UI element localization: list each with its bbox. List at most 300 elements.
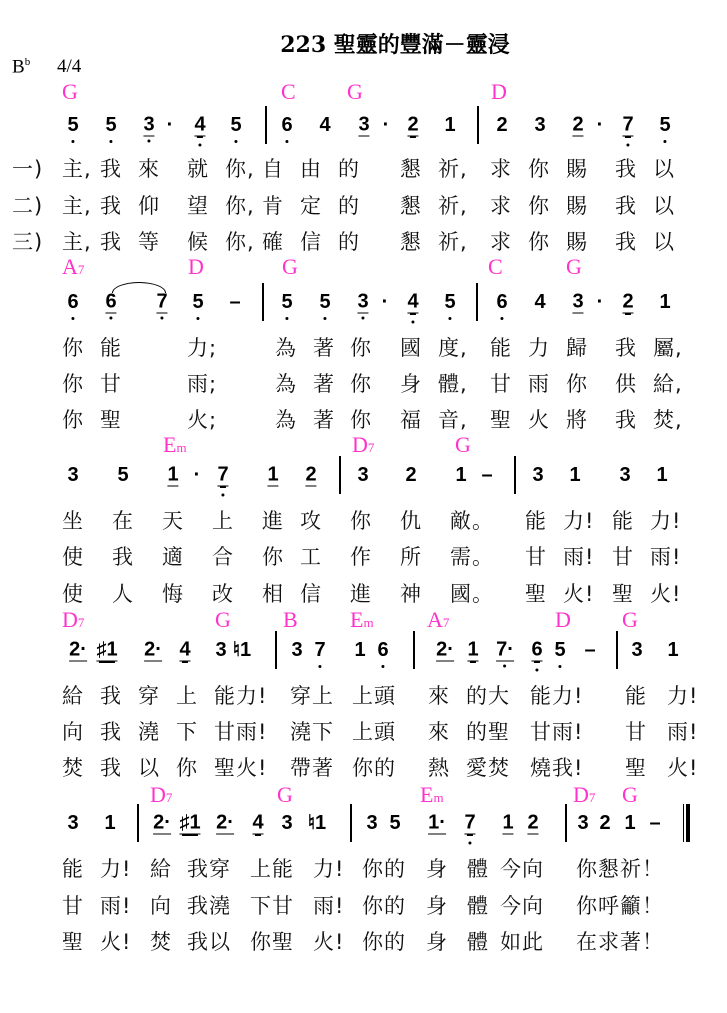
note: 2 [405, 464, 417, 486]
note: 3 [291, 639, 303, 661]
lyric-syllable: 仇 [400, 509, 422, 533]
note: 5 [281, 291, 293, 313]
note: 5 [319, 291, 331, 313]
lyric-syllable: 使 [62, 582, 84, 606]
dash-extension: – [649, 812, 661, 834]
chord-quality: 7 [588, 790, 596, 805]
chord-root: C [488, 254, 503, 279]
lyric-syllable: 體 [467, 930, 489, 954]
chord-root: D [555, 607, 571, 632]
barline [413, 631, 415, 669]
lyric-syllable: 賜 [566, 230, 588, 254]
chord-symbol [347, 79, 363, 105]
lyric-syllable: 適 [162, 545, 184, 569]
note: 2 [407, 113, 419, 136]
key-signature [12, 56, 30, 78]
lyric-syllable: 歸 [566, 336, 588, 360]
verse-label: 一) [12, 157, 44, 181]
chord-quality: m [433, 790, 444, 805]
lyric-syllable: 音, [438, 408, 468, 432]
dot-rhythm: · [381, 291, 389, 313]
chord-root: E [163, 432, 177, 457]
lyric-syllable: 能 [612, 509, 634, 533]
dot-rhythm: · [596, 114, 604, 136]
note: 2· [69, 638, 87, 661]
lyric-syllable: 懇 [400, 194, 422, 218]
key-note: B [12, 56, 25, 78]
lyric-syllable: 火! [313, 930, 345, 954]
note: 6 [531, 638, 543, 661]
lyric-syllable: 定 [300, 194, 322, 218]
chord-symbol [283, 607, 298, 633]
chord-quality: m [363, 615, 374, 630]
note: 1 [659, 291, 671, 313]
lyric-syllable: 你 [176, 756, 198, 780]
lyric-syllable: 火! [650, 582, 682, 606]
chord-root: D [352, 432, 368, 457]
barline [275, 631, 277, 669]
note: 1 [656, 464, 668, 486]
lyric-syllable: 上能 [250, 857, 294, 881]
lyric-syllable: 懇 [400, 157, 422, 181]
note: 5 [659, 114, 671, 136]
note: 3 [67, 812, 79, 834]
lyric-syllable: 信 [300, 582, 322, 606]
dot-rhythm: · [193, 464, 201, 486]
note: 6 [105, 290, 117, 313]
note: 4 [179, 638, 191, 661]
time-signature: 4/4 [57, 56, 82, 77]
note: 7 [314, 639, 326, 661]
chord-symbol [566, 254, 582, 280]
lyric-syllable: 能 [490, 336, 512, 360]
lyric-syllable: 國 [400, 336, 422, 360]
lyric-syllable: 力! [563, 509, 595, 533]
lyric-syllable: 人 [112, 582, 134, 606]
lyric-syllable: 在 [112, 509, 134, 533]
lyric-syllable: 賜 [566, 194, 588, 218]
note: 3 [534, 114, 546, 136]
barline [565, 804, 567, 842]
lyric-syllable: 上 [212, 509, 234, 533]
lyric-syllable: 我 [100, 756, 122, 780]
note: 2· [144, 638, 162, 661]
note: 2 [599, 812, 611, 834]
note: 3 [215, 639, 227, 661]
lyric-syllable: 主, [62, 230, 92, 254]
chord-symbol [277, 782, 293, 808]
lyric-syllable: 主, [62, 194, 92, 218]
note: 6 [281, 114, 293, 136]
lyric-syllable: 你呼籲！ [576, 894, 664, 918]
lyric-syllable: 以 [653, 230, 675, 254]
lyric-syllable: 肯 [262, 194, 284, 218]
lyric-syllable: 火 [528, 408, 550, 432]
lyric-syllable: 等 [138, 230, 160, 254]
note: 4 [319, 114, 331, 136]
note: 5 [444, 291, 456, 313]
chord-root: G [282, 254, 298, 279]
lyric-syllable: 甘雨! [530, 720, 584, 744]
note: 1 [569, 464, 581, 486]
note: 3 [358, 113, 370, 136]
lyric-syllable: 將 [566, 408, 588, 432]
dot-rhythm: · [382, 114, 390, 136]
lyric-syllable: 你 [350, 336, 372, 360]
note: 1 [624, 812, 636, 834]
lyric-syllable: 神 [400, 582, 422, 606]
lyric-syllable: 下 [176, 720, 198, 744]
lyric-syllable: 祈, [438, 230, 468, 254]
note: 4 [407, 290, 419, 313]
note: 7 [217, 463, 229, 486]
chord-symbol [282, 254, 298, 280]
chord-symbol [62, 79, 78, 105]
chord-root: A [62, 254, 78, 279]
chord-root: D [573, 782, 589, 807]
note: 5 [117, 464, 129, 486]
lyric-syllable: 能 [625, 684, 647, 708]
lyric-syllable: 聖 [525, 582, 547, 606]
chord-root: C [281, 79, 296, 104]
lyric-syllable: 我 [615, 336, 637, 360]
note: 2 [305, 463, 317, 486]
lyric-syllable: 求 [490, 157, 512, 181]
lyric-syllable: 能 [62, 857, 84, 881]
note: 3 [281, 812, 293, 834]
note: 3 [143, 113, 155, 136]
lyric-syllable: 上頭 [352, 720, 396, 744]
lyric-syllable: 雨! [667, 720, 699, 744]
chord-quality: m [176, 440, 187, 455]
lyric-syllable: 供 [615, 372, 637, 396]
lyric-syllable: 度, [438, 336, 468, 360]
lyric-syllable: 主, [62, 157, 92, 181]
note: 2 [622, 290, 634, 313]
lyric-syllable: 給 [150, 857, 172, 881]
dot-rhythm: · [596, 291, 604, 313]
lyric-syllable: 求 [490, 194, 512, 218]
lyric-syllable: 體 [467, 894, 489, 918]
chord-root: G [566, 254, 582, 279]
lyric-syllable: 向 [150, 894, 172, 918]
note: 5 [230, 114, 242, 136]
lyric-syllable: 焚 [150, 930, 172, 954]
note: ♯1 [179, 811, 201, 834]
barline [339, 456, 341, 494]
lyric-syllable: 信 [300, 230, 322, 254]
chord-root: G [347, 79, 363, 104]
lyric-syllable: 聖 [612, 582, 634, 606]
chord-quality: 7 [77, 615, 85, 630]
lyric-syllable: 的 [338, 230, 360, 254]
lyric-syllable: 甘雨! [214, 720, 268, 744]
lyric-syllable: 坐 [62, 509, 84, 533]
lyric-syllable: 相 [262, 582, 284, 606]
chord-root: D [491, 79, 507, 104]
chord-root: D [188, 254, 204, 279]
note: 2 [496, 114, 508, 136]
chord-root: G [277, 782, 293, 807]
lyric-syllable: 我 [112, 545, 134, 569]
chord-symbol [188, 254, 204, 280]
barline [262, 283, 264, 321]
lyric-syllable: 以 [653, 157, 675, 181]
lyric-syllable: 澆下 [290, 720, 334, 744]
note: ♯1 [96, 638, 118, 661]
chord-symbol [62, 254, 84, 280]
lyric-syllable: 祈, [438, 157, 468, 181]
lyric-syllable: 需。 [450, 545, 494, 569]
lyric-syllable: 我 [100, 720, 122, 744]
lyric-syllable: 來 [138, 157, 160, 181]
lyric-syllable: 屬, [653, 336, 683, 360]
chord-quality: 7 [367, 440, 375, 455]
lyric-syllable: 焚 [62, 756, 84, 780]
lyric-syllable: 甘 [525, 545, 547, 569]
lyric-syllable: 我穿 [187, 857, 231, 881]
lyric-syllable: 的大 [466, 684, 510, 708]
lyric-syllable: 聖 [490, 408, 512, 432]
note: 3 [366, 812, 378, 834]
lyric-syllable: 賜 [566, 157, 588, 181]
lyric-syllable: 雨! [313, 894, 345, 918]
note: 6 [67, 291, 79, 313]
lyric-syllable: 為 [275, 372, 297, 396]
chord-symbol [215, 607, 231, 633]
verse-label: 三) [12, 230, 44, 254]
lyric-syllable: 你 [566, 372, 588, 396]
note: 6 [377, 639, 389, 661]
chord-root: E [420, 782, 434, 807]
lyric-syllable: 你 [350, 408, 372, 432]
chord-symbol [350, 607, 374, 633]
lyric-syllable: 火! [100, 930, 132, 954]
lyric-syllable: 祈, [438, 194, 468, 218]
note: 6 [496, 291, 508, 313]
lyric-syllable: 你的 [362, 857, 406, 881]
lyric-syllable: 聖火! [214, 756, 268, 780]
lyric-syllable: 焚, [653, 408, 683, 432]
lyric-syllable: 著 [313, 372, 335, 396]
note: 1 [267, 463, 279, 486]
note: 1 [104, 812, 116, 834]
note: 3 [357, 290, 369, 313]
lyric-syllable: 國。 [450, 582, 494, 606]
verse-label: 二) [12, 194, 44, 218]
note: 3 [619, 464, 631, 486]
lyric-syllable: 合 [212, 545, 234, 569]
lyric-syllable: 你, [225, 230, 255, 254]
key-accidental: b [24, 56, 31, 68]
chord-root: E [350, 607, 364, 632]
note: 5 [192, 291, 204, 313]
lyric-syllable: 火; [187, 408, 218, 432]
lyric-syllable: 的 [338, 157, 360, 181]
note: 7 [464, 811, 476, 834]
lyric-syllable: 力! [650, 509, 682, 533]
lyric-syllable: 能力! [530, 684, 584, 708]
lyric-syllable: 體 [467, 857, 489, 881]
chord-root: G [455, 432, 471, 457]
lyric-syllable: 火! [667, 756, 699, 780]
barline [476, 283, 478, 321]
chord-root: G [622, 782, 638, 807]
lyric-syllable: 改 [212, 582, 234, 606]
lyric-syllable: 能力! [214, 684, 268, 708]
chord-root: D [62, 607, 78, 632]
note: 7 [622, 113, 634, 136]
lyric-syllable: 懇 [400, 230, 422, 254]
lyric-syllable: 作 [350, 545, 372, 569]
lyric-syllable: 雨! [100, 894, 132, 918]
chord-symbol [163, 432, 187, 458]
lyric-syllable: 在求著！ [576, 930, 664, 954]
lyric-syllable: 甘 [62, 894, 84, 918]
lyric-syllable: 雨! [650, 545, 682, 569]
lyric-syllable: 體, [438, 372, 468, 396]
lyric-syllable: 的聖 [466, 720, 510, 744]
lyric-syllable: 的 [338, 194, 360, 218]
lyric-syllable: 甘 [100, 372, 122, 396]
lyric-syllable: 我 [100, 230, 122, 254]
lyric-syllable: 你 [528, 194, 550, 218]
chord-symbol [622, 782, 638, 808]
note: 3 [67, 464, 79, 486]
chord-symbol [491, 79, 507, 105]
lyric-syllable: 來 [428, 684, 450, 708]
lyric-syllable: 燒我! [530, 756, 584, 780]
lyric-syllable: 聖 [100, 408, 122, 432]
note: 2· [153, 811, 171, 834]
note: 2· [436, 638, 454, 661]
lyric-syllable: 力 [528, 336, 550, 360]
lyric-syllable: 使 [62, 545, 84, 569]
note: 2· [216, 811, 234, 834]
lyric-syllable: 來 [428, 720, 450, 744]
note: 4 [252, 811, 264, 834]
barline [350, 804, 352, 842]
lyric-syllable: 熱 [428, 756, 450, 780]
note: 4 [194, 113, 206, 136]
lyric-syllable: 聖 [625, 756, 647, 780]
lyric-syllable: 我 [615, 157, 637, 181]
note: 1 [502, 811, 514, 834]
lyric-syllable: 我 [100, 157, 122, 181]
lyric-syllable: 你 [62, 336, 84, 360]
lyric-syllable: 就 [187, 157, 209, 181]
lyric-syllable: 力! [667, 684, 699, 708]
dash-extension: – [584, 639, 596, 661]
lyric-syllable: 天 [162, 509, 184, 533]
note: 2 [572, 113, 584, 136]
dash-extension: – [229, 291, 241, 313]
lyric-syllable: 你的 [362, 894, 406, 918]
chord-symbol [555, 607, 571, 633]
hymn-title: 223 聖靈的豐滿－靈浸 [280, 32, 510, 58]
chord-root: A [427, 607, 443, 632]
lyric-syllable: 力! [313, 857, 345, 881]
lyric-syllable: 穿 [138, 684, 160, 708]
lyric-syllable: 你聖 [250, 930, 294, 954]
note: 3 [357, 464, 369, 486]
chord-symbol [62, 607, 84, 633]
lyric-syllable: 你 [62, 372, 84, 396]
barline [616, 631, 618, 669]
note: 3 [572, 290, 584, 313]
lyric-syllable: 雨 [528, 372, 550, 396]
lyric-syllable: 雨; [187, 372, 218, 396]
note: 7 [156, 290, 168, 313]
lyric-syllable: 我 [615, 194, 637, 218]
lyric-syllable: 著 [313, 408, 335, 432]
lyric-syllable: 下甘 [250, 894, 294, 918]
lyric-syllable: 今向 [500, 857, 544, 881]
lyric-syllable: 身 [426, 894, 448, 918]
chord-symbol [573, 782, 595, 808]
lyric-syllable: 為 [275, 408, 297, 432]
lyric-syllable: 我澆 [187, 894, 231, 918]
chord-root: D [150, 782, 166, 807]
dot-rhythm: · [166, 114, 174, 136]
lyric-syllable: 火! [563, 582, 595, 606]
note: 4 [534, 291, 546, 313]
chord-symbol [420, 782, 444, 808]
lyric-syllable: 望 [187, 194, 209, 218]
lyric-syllable: 你的 [362, 930, 406, 954]
note: 1 [354, 639, 366, 661]
note: 1 [167, 463, 179, 486]
chord-quality: 7 [77, 262, 85, 277]
chord-root: G [62, 79, 78, 104]
chord-symbol [455, 432, 471, 458]
note: 3 [631, 639, 643, 661]
lyric-syllable: 甘 [490, 372, 512, 396]
lyric-syllable: 力! [100, 857, 132, 881]
lyric-syllable: 仰 [138, 194, 160, 218]
note: 5 [67, 114, 79, 136]
lyric-syllable: 身 [426, 930, 448, 954]
chord-root: B [283, 607, 298, 632]
lyric-syllable: 能 [100, 336, 122, 360]
lyric-syllable: 甘 [612, 545, 634, 569]
dash-extension: – [481, 464, 493, 486]
chord-symbol [281, 79, 296, 105]
lyric-syllable: 我 [615, 408, 637, 432]
note: 1· [428, 811, 446, 834]
lyric-syllable: 為 [275, 336, 297, 360]
lyric-syllable: 你 [262, 545, 284, 569]
lyric-syllable: 你的 [352, 756, 396, 780]
lyric-syllable: 力; [187, 336, 218, 360]
note: 1 [667, 639, 679, 661]
lyric-syllable: 甘 [625, 720, 647, 744]
lyric-syllable: 候 [187, 230, 209, 254]
lyric-syllable: 澆 [138, 720, 160, 744]
note: 3 [577, 812, 589, 834]
lyric-syllable: 以 [138, 756, 160, 780]
lyric-syllable: 福 [400, 408, 422, 432]
lyric-syllable: 帶著 [290, 756, 334, 780]
lyric-syllable: 你 [528, 157, 550, 181]
lyric-syllable: 如此 [500, 930, 544, 954]
note: 5 [389, 812, 401, 834]
lyric-syllable: 求 [490, 230, 512, 254]
lyric-syllable: 著 [313, 336, 335, 360]
lyric-syllable: 聖 [62, 930, 84, 954]
final-barline [683, 804, 690, 842]
chord-symbol [150, 782, 172, 808]
